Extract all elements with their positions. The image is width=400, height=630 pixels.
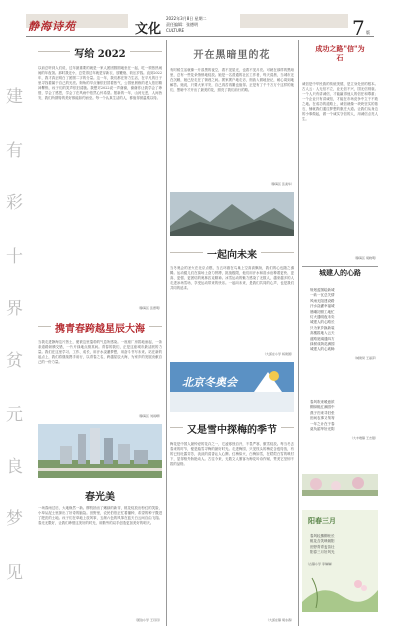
landscape-photo [170,192,294,236]
side-char: 有 [6,141,23,161]
masthead: 静海诗苑 [28,20,76,33]
article-author: （团泊小学 王丹丹） [134,618,162,622]
poem-title: 阳春三月 [308,516,336,525]
article-author: （静海区 张美华） [269,182,294,186]
poem-author: （城建局 王丽萍） [353,356,378,360]
photo-caption: 北京冬奥会 [182,376,237,389]
article-body: 诚信是中华民族的传统美德，是立身处世的根本。古人云：人无信不立，业无信不兴，国无信则衰。一个人只有讲诚信，才能赢得他人的信任和尊重；一个企业只有讲诚信，才能在市场竞争中立于不败之地。在成功的道路上，诚信就像一块块坚实的基石，铺就我们通往梦想的康庄大道。让我们从身边的小事做起，做一个诚实守信的人，用诚信点亮人生。 [302,82,378,121]
section-tag: CULTURE [166,28,185,33]
poem-title: 城建人的心路 [319,268,361,277]
article-header [38,484,162,504]
poem-line: 阳春三月好风光 [310,550,335,555]
poem-line: 风雨无阻建设路 [310,298,335,303]
poem-line: 汗水浇灌幸福城 [310,304,335,309]
poem-line: 燕子归来寻旧垒 [310,410,335,415]
article-title: 一起向未来 [203,246,261,261]
poem-line: 只为家乡换新装 [310,325,335,330]
side-char: 良 [6,457,23,477]
section-title: 文化 [135,22,162,37]
issue-date: 2022年3月8日 星期二 [166,16,207,21]
article-author: （大邱庄镇 胡永春） [266,618,294,622]
article-author: （静海区 刘雨晴） [137,414,162,418]
poem-line: 晨曦初照工地忙 [310,309,335,314]
article-author: （静海区 胡晓明） [353,256,378,260]
poem-line: 柳绿桃红满园中 [310,405,335,410]
article-body: 当冬奥会的圣火在北京点燃，当五环旗在鸟巢上空高高飘扬，我们的心也随之沸腾。运动健儿们在赛场上奋力拼搏，挑战极限，他们用汗水和泪水诠释着更快、更高、更强、更团结的奥林匹克精神。冰雪运动的魅力感染了无数人，越来越多的人走进冰场雪场，享受运动带来的快乐。一起向未来，是我们共同的心声，也是我们共同的追求。 [170,266,294,290]
side-char: 贫 [6,351,23,371]
article-header [170,242,294,264]
side-char: 十 [6,247,23,267]
side-char: 彩 [6,193,23,213]
side-char: 元 [6,405,23,425]
poem-body [310,400,376,432]
article-body: 梅花是中国人最钟爱的花卉之一，它凌寒独自开，不畏严寒，傲雪绽放。每当冬去春来的时节，便是踏雪寻梅的最好时光。走进梅园，只见枝头的梅花含苞待放，有的已经吐露芬芳，淡淡的清香沁人心脾。红梅似火，白梅如雪，在皑皑白雪的映衬下，显得格外娇艳动人。古往今来，无数文人墨客为梅花吟诗作赋，赞美它坚韧不拔的品格。 [170,442,294,466]
olympics-photo [170,362,294,412]
poem-line: 规划蓝图绘新城 [310,288,335,292]
spring-illustration [302,572,378,612]
poem-author: （大丰堆镇 王志强） [350,436,378,440]
poem-line: 田间农事又匆匆 [310,416,335,421]
article-header [302,44,378,74]
editor-credit: 责任编辑：张德明 [166,22,198,27]
article-header [170,418,294,438]
poem-line: 城建人的心路长 [310,320,335,325]
article-author: （大邱庄小学 杨建国） [263,352,294,356]
article-author: （静海区 张德明） [137,306,162,310]
flower-photo [302,474,378,496]
poem-line: 一年之计在于春 [310,421,335,426]
article-header [38,316,162,338]
poem-line: 道路宽阔通四方 [310,336,335,341]
article-title: 携青春跨越星辰大海 [51,320,149,335]
poem-line: 灯火通明夜未央 [310,315,335,320]
poem-header [302,268,378,284]
article-header [38,40,162,64]
poem-line: 桃花含笑映朝阳 [310,539,335,544]
article-body: 一场春雨过后，大地焕然一新。柳枝抽出了嫩绿的新芽，桃花绽放出粉红的笑脸，小草从泥土里探出了好奇的脑袋。田野里，农民伯伯正忙着播种，希望的种子撒进了肥沃的土地。孩子们在草地上放风筝，五颜六色的风筝在蓝天白云间自由飞翔。春光无限好，让我们珍惜这美好的时光，用勤劳的双手创造更加美好的明天。 [38,506,162,525]
poem-author: （古镇小学 李琳琳） [306,562,334,566]
poem-line: 田野青青麦苗壮 [310,544,335,549]
side-char: 梦 [6,509,23,529]
article-title: 春光美 [85,492,115,503]
article-body: 以前总听到人们说，过年最重要的就是一家人团团圆圆地坐在一起，吃一顿热热闹闹的年夜饭。那时我还小，总觉得过年就是穿新衣、放鞭炮、收压岁钱。直到2022年，我才真正明白了团圆二字的分量。这一年，我们都在努力生活，在平凡的日子里寻找着属于自己的光亮。街角的早点铺依旧冒着热气，公园里晨练的老人依旧精神矍铄，孩子们的笑声依旧清脆。我想对2022说一声谢谢，谢谢你让我学会了珍惜，学会了感恩，学会了在风雨中依然心怀希望。愿新的一年，山河无恙，人间皆安，我们所期待的美好都能如约而至。每一个认真生活的人，都值得被温柔以待。 [38,66,162,100]
city-photo [38,424,162,478]
poem-line: 绿树成荫花满园 [310,342,335,347]
poem-line: 城建人的心欢畅 [310,347,335,352]
article-body: 有时候生活就像一片漆黑的夜空，看不见星光，也看不见月亮。可就在那样的黑暗里，总有一些花朵悄悄地绽放。她是一名普通的社区工作者，每天清晨，当城市还在沉睡，她已经走在了街巷之间。挨家挨户地走访，细致入微地登记，耐心周到地解答。她说，只要大家平安，自己再苦再累也值得。正是有了千千万万个这样的她们，黑暗中才开出了最美的花，照亮了我们前行的路。 [170,68,294,92]
article-title: 又是雪中探梅的季节 [183,421,281,436]
poem-line: 莫负韶华好光阴 [310,427,335,432]
article-body: 当我走进静海这片热土，便被这里蓬勃的气息所感染。一座座厂房拔地而起，一条条道路纵横交错，一片片绿地点缀其间。青春的我们，正是这座城市最活跃的力量。我们在这里学习、工作、成长，用汗水浇灌梦想，用奋斗书写未来。站在新的起点上，我们将继续携手前行，以青春之名，跨越星辰大海，为家乡的发展贡献自己的一份力量。 [38,340,162,364]
spring-box [302,510,378,612]
page-suffix: 版 [366,30,370,35]
poem-line: 高楼拔地入云天 [310,331,335,336]
poem-body [310,534,374,556]
article-header [170,40,294,66]
side-char: 见 [6,563,23,583]
article-title: 写给 2022 [70,45,129,60]
side-char: 建 [6,87,23,107]
side-char: 界 [6,299,23,319]
poem-line: 春风吹来暖意浓 [310,400,335,404]
article-title: 成功之路"信"为石 [315,44,365,62]
page-number: 7 [352,16,365,40]
article-title: 开在黑暗里的花 [193,50,271,61]
poem-line: 一砖一瓦总关情 [310,293,335,298]
poem-body [310,288,376,353]
poem-line: 春风轻拂柳丝长 [310,534,335,538]
